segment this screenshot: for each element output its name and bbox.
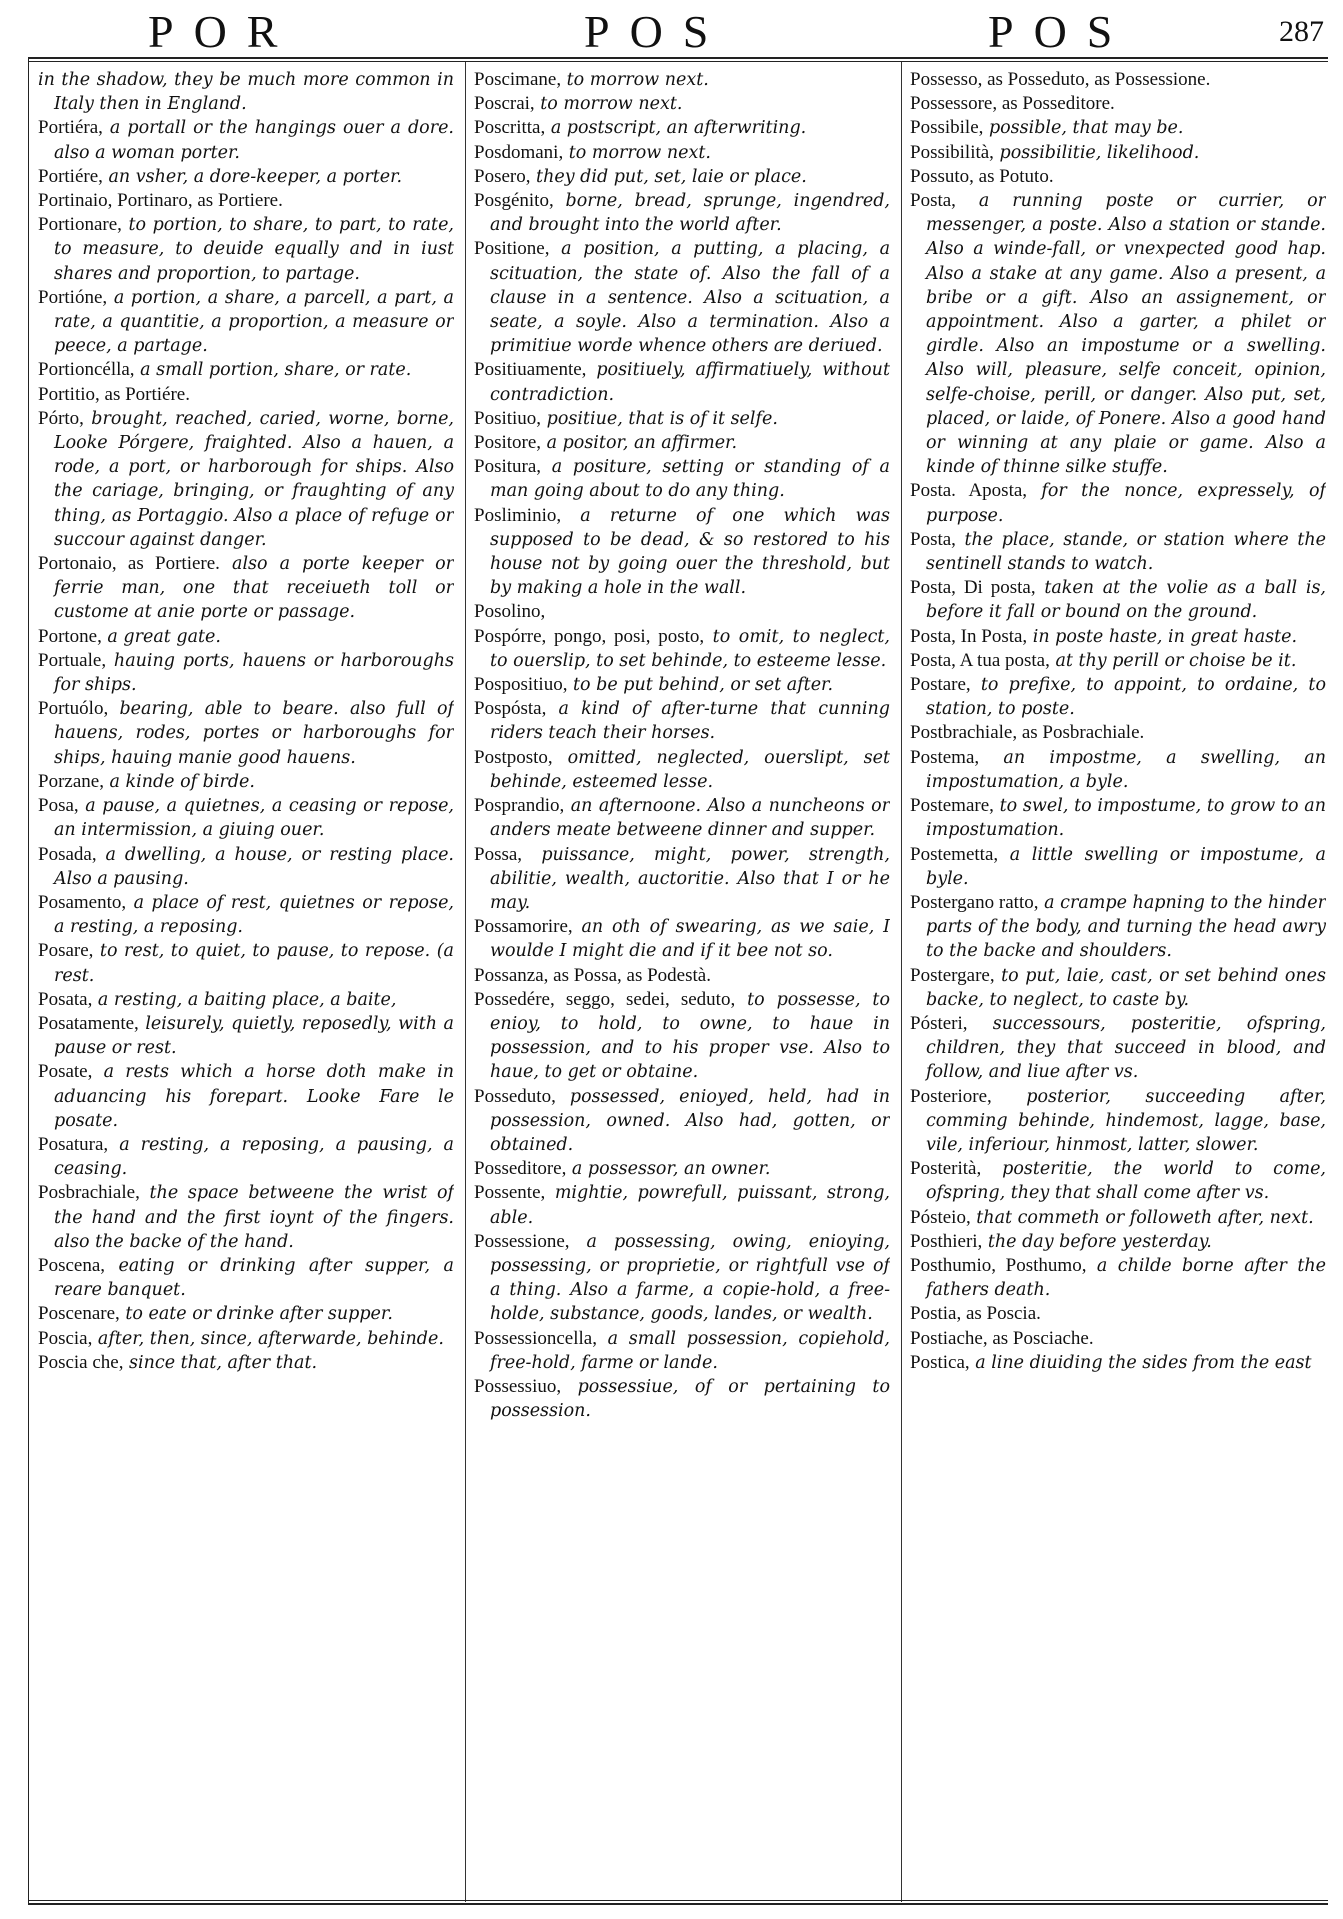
- entry-headword: Portuale,: [38, 649, 107, 671]
- dictionary-entry: [38, 358, 454, 382]
- dictionary-entry: [910, 1302, 1326, 1326]
- entry-headword: Posate,: [38, 1061, 93, 1083]
- entry-headword: Postposto,: [474, 746, 553, 768]
- dictionary-entry: [38, 649, 454, 697]
- dictionary-entry: [474, 746, 890, 794]
- dictionary-entry: [474, 794, 890, 842]
- entry-definition: a possessing, owing, enioying, possessing, or proprietie, or rightfull vse of a thing. Also a farme, a copie-hold, a free-holde, substance, goods, landes, or wealth.: [490, 1231, 890, 1325]
- entry-headword: Poscenare,: [38, 1303, 120, 1325]
- entry-headword: Posteriore,: [910, 1085, 992, 1107]
- entry-definition: positiuely, affirmatiuely, without contradiction.: [490, 360, 890, 405]
- dictionary-entry: [474, 1375, 890, 1423]
- entry-headword: Posatura,: [38, 1133, 109, 1155]
- header-right-word: POS: [988, 6, 1133, 57]
- dictionary-entry: [474, 237, 890, 358]
- entry-definition: hauing ports, hauens or harboroughs for ships.: [54, 650, 454, 696]
- entry-headword: Possessore, as Posseditore.: [910, 93, 1115, 115]
- dictionary-entry: [38, 1060, 454, 1133]
- dictionary-entry: [474, 68, 890, 92]
- dictionary-entry: [38, 552, 454, 625]
- dictionary-entry: [474, 455, 890, 503]
- dictionary-entry: [910, 479, 1326, 527]
- entry-definition: to prefixe, to appoint, to ordaine, to station, to poste.: [926, 675, 1326, 720]
- column-separator-1: [465, 62, 466, 1902]
- entry-definition: possessed, enioyed, held, had in possession, owned. Also had, gotten, or obtained.: [490, 1086, 890, 1155]
- dictionary-entry: [910, 891, 1326, 964]
- dictionary-entry: [474, 673, 890, 697]
- dictionary-entry: [910, 746, 1326, 794]
- entry-headword: Postergano ratto,: [910, 891, 1039, 913]
- entry-definition: posterior, succeeding after, comming behinde, hindemost, lagge, base, vile, inferiour, hinmost, latter, slower.: [926, 1086, 1326, 1155]
- header-middle-word: POS: [584, 6, 729, 57]
- entry-definition: possessiue, of or pertaining to possession.: [490, 1376, 890, 1422]
- entry-definition: possibilitie, likelihood.: [993, 142, 1200, 163]
- entry-definition: brought, reached, caried, worne, borne, Looke Pórgere, fraighted. Also a hauen, a rode, a port, or harborough for ships. Also the cariage, bringing, or fraughting of any thing, as Portaggio. Also a place of refuge or succour against danger.: [54, 408, 454, 550]
- entry-headword: Postema,: [910, 746, 980, 768]
- running-header: [28, 6, 1328, 57]
- dictionary-entry: [910, 1012, 1326, 1085]
- dictionary-entry: [910, 673, 1326, 721]
- entry-definition: a running poste or currier, or messenger, a poste. Also a station or stande. Also a winde-fall, or vnexpected good hap. Also a stake at any game. Also a present, a bribe or a gift. Also an assignement, or appointment. Also a garter, a philet or girdle. Also an impostume or a swelling. Also will, pleasure, selfe conceit, opinion, selfe-choise, perill, or danger. Also put, set, placed, or laide, of Ponere. Also a good hand or winning at any plaie or game. Also a kinde of thinne silke stuffe.: [926, 191, 1326, 478]
- entry-definition: mightie, powrefull, puissant, strong, able.: [490, 1183, 890, 1228]
- dictionary-entry: [910, 1157, 1326, 1205]
- entry-headword: Positore,: [474, 432, 542, 454]
- entry-definition: to morrow next.: [534, 94, 683, 115]
- entry-headword: Pórto,: [38, 407, 84, 429]
- entry-definition: to swel, to impostume, to grow to an impostumation.: [926, 796, 1326, 841]
- entry-headword: Poscrai,: [474, 93, 535, 115]
- entry-headword: Posseduto,: [474, 1085, 556, 1107]
- entry-definition: a possessor, an owner.: [566, 1159, 771, 1180]
- dictionary-entry: [910, 116, 1326, 140]
- dictionary-entry: [38, 770, 454, 794]
- dictionary-entry: [474, 116, 890, 140]
- entry-headword: Posliminio,: [474, 504, 562, 526]
- entry-headword: Pósteri,: [910, 1012, 968, 1034]
- entry-headword: Poscritta,: [474, 117, 546, 139]
- entry-headword: Possessioncella,: [474, 1327, 597, 1349]
- entry-definition: to morrow next.: [563, 142, 711, 163]
- entry-definition: a returne of one which was supposed to be dead, & so restored to his house not by going ouer the threshold, but by making a hole in the wall.: [490, 505, 890, 599]
- entry-headword: Posthieri,: [910, 1230, 983, 1252]
- column-3: [910, 68, 1326, 1893]
- dictionary-entry: [474, 625, 890, 673]
- entry-headword: Posada,: [38, 843, 97, 865]
- column-1: [38, 68, 454, 1893]
- dictionary-entry: [910, 1206, 1326, 1230]
- entry-definition: a resting, a reposing, a pausing, a ceasing.: [54, 1134, 454, 1180]
- entry-headword: Postemare,: [910, 795, 994, 817]
- dictionary-entry: [474, 407, 890, 431]
- entry-definition: successours, posteritie, ofspring, children, they that succeed in blood, and follow, and liue after vs.: [926, 1013, 1326, 1083]
- entry-headword: Poscimane,: [474, 69, 562, 90]
- entry-definition: a resting, a baiting place, a baite,: [92, 989, 397, 1010]
- dictionary-entry: [474, 843, 890, 916]
- entry-headword: Posta, Di posta,: [910, 577, 1036, 599]
- entry-headword: Positiuo,: [474, 407, 542, 429]
- entry-headword: Possente,: [474, 1182, 546, 1204]
- entry-definition: a kinde of birde.: [103, 771, 255, 792]
- entry-definition: since that, after that.: [123, 1352, 318, 1373]
- entry-definition: after, then, since, afterwarde, behinde.: [92, 1328, 444, 1349]
- entry-definition: the place, stande, or station where the sentinell stands to watch.: [926, 529, 1326, 575]
- entry-headword: Portitio, as Portiére.: [38, 383, 190, 405]
- entry-definition: an vsher, a dore-keeper, a porter.: [102, 166, 403, 187]
- entry-definition: borne, bread, sprunge, ingendred, and brought into the world after.: [490, 191, 890, 236]
- dictionary-entry: [474, 1327, 890, 1375]
- entry-headword: Possessiuo,: [474, 1375, 562, 1397]
- entry-headword: Posdomani,: [474, 141, 564, 163]
- dictionary-entry: [910, 1085, 1326, 1158]
- column-separator-2: [901, 62, 902, 1902]
- entry-definition: possible, that may be.: [983, 118, 1184, 139]
- entry-headword: Postemetta,: [910, 843, 999, 865]
- dictionary-entry: [38, 697, 454, 770]
- entry-headword: Poscia che,: [38, 1351, 124, 1373]
- dictionary-entry: [38, 189, 454, 213]
- dictionary-entry: [38, 843, 454, 891]
- dictionary-entry: [910, 625, 1326, 649]
- dictionary-entry: [910, 794, 1326, 842]
- dictionary-entry: [474, 988, 890, 1085]
- entry-definition: to portion, to share, to part, to rate, to measure, to deuide equally and in iust shares and proportion, to partage.: [54, 215, 454, 284]
- entry-definition: a line diuiding the sides from the east: [969, 1352, 1312, 1373]
- entry-headword: Pospositiuo,: [474, 674, 568, 696]
- entry-definition: a small possession, copiehold, free-hold, farme or lande.: [490, 1328, 890, 1373]
- entry-headword: Positiuamente,: [474, 359, 587, 381]
- entry-headword: Postbrachiale, as Posbrachiale.: [910, 722, 1145, 744]
- dictionary-entry: [910, 721, 1326, 745]
- entry-definition: a crampe hapning to the hinder parts of the body, and turning the head awry to the backe and shoulders.: [926, 892, 1326, 962]
- entry-headword: Possa,: [474, 843, 523, 865]
- entry-definition: a rests which a horse doth make in aduancing his forepart. Looke Fare le posate.: [54, 1062, 454, 1131]
- dictionary-entry: [474, 358, 890, 406]
- entry-definition: eating or drinking after supper, a reare banquet.: [54, 1255, 454, 1301]
- entry-definition: an afternoone. Also a nuncheons or anders meate betweene dinner and supper.: [490, 796, 890, 841]
- entry-headword: Pósteio,: [910, 1206, 971, 1228]
- entry-definition: to rest, to quiet, to pause, to repose. (a rest.: [54, 941, 454, 986]
- entry-headword: Positura,: [474, 456, 542, 478]
- entry-definition: an oth of swearing, as we saie, I woulde I might die and if it bee not so.: [490, 917, 890, 962]
- entry-definition: to put, laie, cast, or set behind ones backe, to neglect, to caste by.: [926, 965, 1326, 1010]
- entry-headword: Pospósta,: [474, 698, 547, 720]
- entry-definition: a place of rest, quietnes or repose, a resting, a reposing.: [54, 892, 454, 938]
- dictionary-entry: [474, 1230, 890, 1327]
- entry-definition: posteritie, the world to come, ofspring, they that shall come after vs.: [926, 1159, 1326, 1204]
- column-2: [474, 68, 890, 1893]
- entry-headword: Pospórre, pongo, posi, posto,: [474, 625, 705, 647]
- dictionary-entry: [910, 1351, 1326, 1375]
- entry-definition: a kind of after-turne that cunning riders teach their horses.: [490, 699, 890, 744]
- entry-definition: a small portion, share, or rate.: [134, 360, 412, 381]
- dictionary-entry: [38, 116, 454, 164]
- entry-headword: Posare,: [38, 940, 94, 962]
- entry-definition: a portall or the hangings ouer a dore. also a woman porter.: [54, 118, 454, 163]
- dictionary-entry: [38, 165, 454, 189]
- dictionary-entry: [474, 1181, 890, 1229]
- entry-definition: to morrow next.: [561, 70, 709, 90]
- entry-headword: Possessione,: [474, 1230, 570, 1252]
- entry-definition: a little swelling or impostume, a byle.: [926, 844, 1326, 889]
- entry-definition: for the nonce, expressely, of purpose.: [926, 481, 1326, 526]
- entry-definition: the day before yesterday.: [982, 1231, 1212, 1252]
- entry-headword: Portióne,: [38, 286, 108, 308]
- entry-headword: Posamento,: [38, 891, 127, 913]
- dictionary-entry: [38, 407, 454, 552]
- entry-headword: Porzane,: [38, 770, 104, 792]
- entry-definition: a dwelling, a house, or resting place. Also a pausing.: [54, 844, 454, 889]
- dictionary-entry: [474, 1085, 890, 1158]
- dictionary-entry: [910, 576, 1326, 624]
- entry-definition: a great gate.: [101, 626, 221, 647]
- entry-headword: Possedére, seggo, sedei, seduto,: [474, 988, 736, 1010]
- dictionary-entry: [474, 189, 890, 237]
- dictionary-entry: [474, 92, 890, 116]
- dictionary-entry: [910, 843, 1326, 891]
- entry-headword: Posbrachiale,: [38, 1182, 140, 1204]
- entry-headword: Poscena,: [38, 1254, 106, 1276]
- dictionary-entry: [38, 1254, 454, 1302]
- entry-headword: Posta,: [910, 190, 956, 212]
- header-rule-thin: [28, 61, 1328, 62]
- dictionary-entry: [474, 600, 890, 624]
- header-rule: [28, 57, 1328, 59]
- dictionary-entry: [910, 189, 1326, 479]
- entry-definition: a postscript, an afterwriting.: [545, 118, 807, 139]
- dictionary-entry: [910, 1327, 1326, 1351]
- entry-headword: Posprandio,: [474, 795, 565, 817]
- frame-left-rule: [28, 57, 29, 1905]
- dictionary-entry: [38, 625, 454, 649]
- entry-headword: Posta. Aposta,: [910, 480, 1028, 502]
- entry-definition: also a porte keeper or ferrie man, one that receiueth toll or custome at anie porte or passage.: [54, 554, 454, 623]
- entry-definition: to possesse, to enioy, to hold, to owne, to haue in possession, and to his proper vse. Also to haue, to get or obtaine.: [490, 989, 890, 1083]
- entry-headword: Posta, A tua posta,: [910, 649, 1050, 671]
- entry-definition: the space betweene the wrist of the hand and the first ioynt of the fingers. also the backe of the hand.: [54, 1183, 454, 1252]
- dictionary-entry: [38, 1181, 454, 1254]
- entry-headword: Posta, In Posta,: [910, 625, 1028, 647]
- entry-definition: a childe borne after the fathers death.: [926, 1255, 1326, 1301]
- entry-headword: Portuólo,: [38, 698, 109, 720]
- entry-headword: Portonaio, as Portiere.: [38, 553, 220, 575]
- entry-headword: Posero,: [474, 165, 531, 187]
- dictionary-entry: [910, 964, 1326, 1012]
- dictionary-entry: [910, 649, 1326, 673]
- entry-definition: in poste haste, in great haste.: [1027, 626, 1298, 647]
- entry-headword: Portionare,: [38, 214, 122, 236]
- dictionary-entry: [38, 1133, 454, 1181]
- dictionary-entry: [38, 794, 454, 842]
- entry-definition: omitted, neglected, ouerslipt, set behinde, esteemed lesse.: [490, 747, 890, 792]
- entry-headword: Posta,: [910, 528, 956, 550]
- entry-headword: Portiéra,: [38, 117, 103, 139]
- entry-definition: leisurely, quietly, reposedly, with a pause or rest.: [54, 1013, 454, 1059]
- entry-headword: Posatamente,: [38, 1012, 139, 1034]
- entry-headword: Poscia,: [38, 1327, 93, 1349]
- dictionary-entry: [910, 68, 1326, 92]
- entry-definition: positiue, that is of it selfe.: [541, 408, 778, 429]
- entry-headword: Postica,: [910, 1351, 970, 1373]
- dictionary-entry: [910, 1254, 1326, 1302]
- dictionary-entry: [474, 431, 890, 455]
- entry-headword: Portinaio, Portinaro, as Portiere.: [38, 190, 283, 212]
- header-left-word: POR: [148, 6, 298, 57]
- entry-headword: Possesso, as Posseduto, as Possessione.: [910, 69, 1211, 90]
- dictionary-entry: [474, 1157, 890, 1181]
- entry-definition: they did put, set, laie or place.: [530, 166, 807, 187]
- entry-headword: Possibile,: [910, 117, 984, 139]
- dictionary-entry: [38, 383, 454, 407]
- dictionary-entry: [38, 1327, 454, 1351]
- entry-headword: Posgénito,: [474, 190, 554, 212]
- dictionary-page: [28, 6, 1328, 1905]
- entry-headword: Portiére,: [38, 165, 103, 187]
- entry-definition: to omit, to neglect, to ouerslip, to set behinde, to esteeme lesse.: [490, 626, 890, 671]
- dictionary-entry: [474, 697, 890, 745]
- entry-definition: a position, a putting, a placing, a scituation, the state of. Also the fall of a clause in a sentence. Also a scituation, a seate, a soyle. Also a termination. Also a primitiue worde whence others are deriued.: [490, 239, 890, 357]
- entry-definition: taken at the volie as a ball is, before it fall or bound on the ground.: [926, 578, 1326, 623]
- entry-definition: puissance, might, power, strength, abilitie, wealth, auctoritie. Also that I or he may.: [490, 844, 890, 913]
- entry-headword: Portioncélla,: [38, 359, 135, 381]
- dictionary-entry: [38, 286, 454, 359]
- dictionary-entry: [474, 165, 890, 189]
- entry-headword: Postare,: [910, 674, 971, 696]
- dictionary-entry: [38, 1302, 454, 1326]
- dictionary-entry: [474, 504, 890, 601]
- entry-definition: to be put behind, or set after.: [567, 675, 834, 696]
- entry-headword: Posterità,: [910, 1158, 982, 1180]
- dictionary-entry: [474, 915, 890, 963]
- entry-headword: Posata,: [38, 988, 93, 1010]
- dictionary-entry: [38, 939, 454, 987]
- entry-definition: a portion, a share, a parcell, a part, a rate, a quantitie, a proportion, a measure or peece, a partage.: [54, 287, 454, 357]
- entry-headword: Postiache, as Posciache.: [910, 1327, 1094, 1349]
- entry-definition: a positure, setting or standing of a man going about to do any thing.: [490, 457, 890, 502]
- dictionary-entry: [38, 1012, 454, 1060]
- frame-bottom-rule: [28, 1903, 1328, 1905]
- entry-definition: an impostme, a swelling, an impostumation, a byle.: [926, 747, 1326, 792]
- page-number: 287: [1279, 15, 1324, 48]
- entry-definition: in the shadow, they be much more common in Italy then in England.: [38, 70, 454, 115]
- entry-headword: Positione,: [474, 238, 550, 260]
- dictionary-entry: [38, 213, 454, 286]
- entry-definition: a pause, a quietnes, a ceasing or repose, an intermission, a giuing ouer.: [54, 796, 454, 841]
- frame-bottom-rule-thin: [28, 1900, 1328, 1901]
- entry-headword: Possuto, as Potuto.: [910, 165, 1054, 187]
- dictionary-entry: [910, 528, 1326, 576]
- dictionary-entry: [910, 141, 1326, 165]
- entry-headword: Postergare,: [910, 964, 995, 986]
- dictionary-entry: [474, 141, 890, 165]
- dictionary-entry: [38, 68, 454, 116]
- entry-definition: at thy perill or choise be it.: [1049, 650, 1297, 671]
- entry-headword: Posseditore,: [474, 1158, 567, 1180]
- entry-headword: Posthumio, Posthumo,: [910, 1254, 1087, 1276]
- dictionary-entry: [38, 988, 454, 1012]
- dictionary-entry: [38, 1351, 454, 1375]
- entry-headword: Possamorire,: [474, 916, 573, 938]
- entry-headword: Posa,: [38, 795, 79, 817]
- entry-headword: Portone,: [38, 625, 102, 647]
- entry-definition: a positor, an affirmer.: [541, 433, 738, 454]
- entry-headword: Possibilità,: [910, 141, 994, 163]
- dictionary-entry: [910, 1230, 1326, 1254]
- dictionary-entry: [910, 92, 1326, 116]
- entry-headword: Posolino,: [474, 601, 546, 623]
- entry-headword: Postia, as Poscia.: [910, 1303, 1041, 1325]
- entry-definition: that commeth or followeth after, next.: [970, 1207, 1314, 1228]
- entry-headword: Possanza, as Possa, as Podestà.: [474, 964, 711, 986]
- entry-definition: to eate or drinke after supper.: [119, 1304, 393, 1325]
- dictionary-entry: [38, 891, 454, 939]
- dictionary-entry: [474, 964, 890, 988]
- dictionary-entry: [910, 165, 1326, 189]
- entry-definition: bearing, able to beare. also full of hauens, rodes, portes or harboroughs for ships, hauing manie good hauens.: [54, 699, 454, 768]
